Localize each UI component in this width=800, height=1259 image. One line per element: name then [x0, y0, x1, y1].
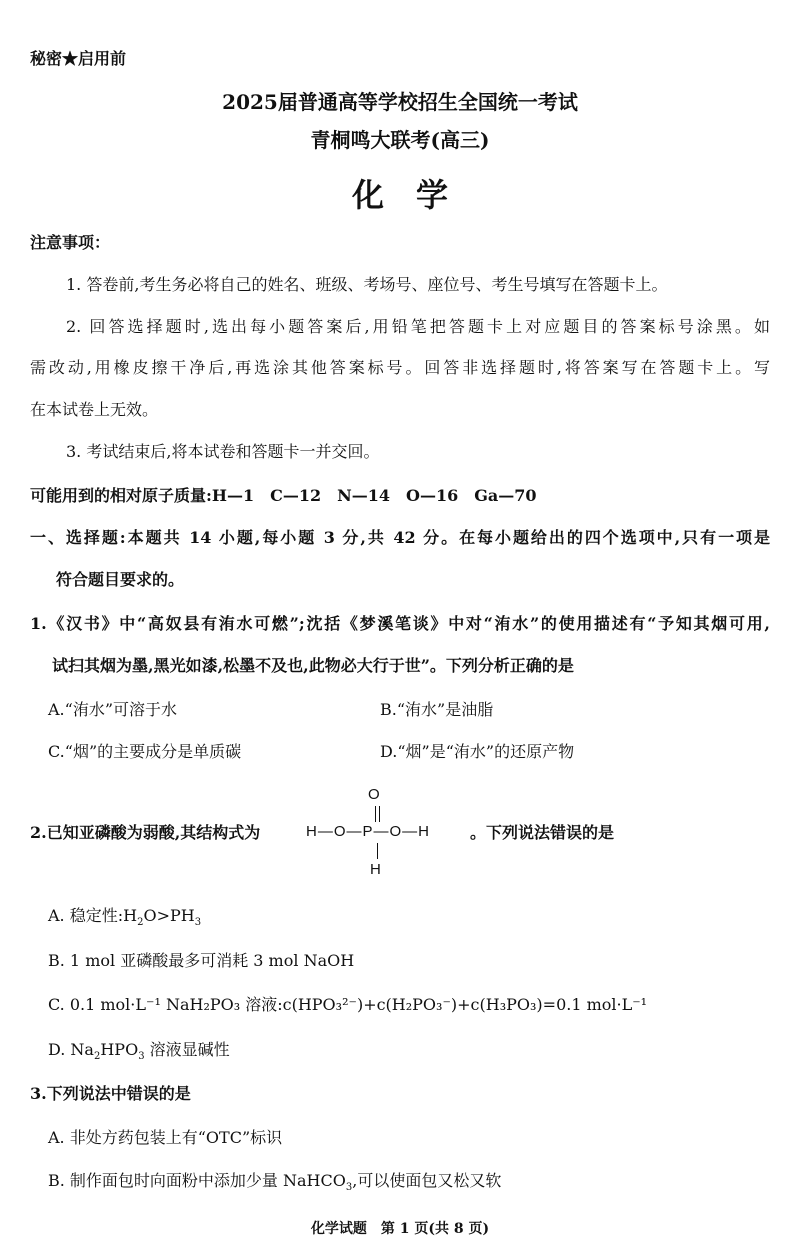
- exam-title: 2025届普通高等学校招生全国统一考试: [222, 90, 578, 114]
- question-2-stem-prefix: 2.已知亚磷酸为弱酸,其结构式为: [30, 823, 261, 842]
- notes-heading: 注意事项：: [30, 233, 111, 252]
- note-3: 3. 考试结束后,将本试卷和答题卡一并交回。: [66, 442, 380, 461]
- structure-double-bond-2: [379, 806, 380, 822]
- confidential-mark: 秘密★启用前: [30, 49, 127, 68]
- question-2-option-c: C. 0.1 mol·L⁻¹ NaH₂PO₃ 溶液:c(HPO₃²⁻)+c(H₂PO₃⁻)+c(H₃PO₃)=0.1 mol·L⁻¹: [48, 995, 648, 1014]
- structure-bottom-hydrogen: H: [370, 861, 381, 878]
- structure-main-chain: H—O—P—O—H: [306, 823, 431, 840]
- section-1-instruction-line-2: 符合题目要求的。: [56, 570, 185, 589]
- section-1-instruction-line-1: 一、选择题:本题共 14 小题,每小题 3 分,共 42 分。在每小题给出的四个选项中,只有一项是: [30, 528, 770, 547]
- note-1: 1. 答卷前,考生务必将自己的姓名、班级、考场号、座位号、考生号填写在答题卡上。: [66, 275, 668, 294]
- structure-double-bond-1: [375, 806, 376, 822]
- question-2-option-a: A. 稳定性$:H_2O>PH_3$: [48, 906, 202, 929]
- question-2-stem-suffix: 。下列说法错误的是: [470, 823, 615, 842]
- question-1-option-c: C.“烟”的主要成分是单质碳: [48, 742, 242, 761]
- note-2-line-2: 需改动,用橡皮擦干净后,再选涂其他答案标号。回答非选择题时,将答案写在答题卡上。写: [30, 358, 770, 377]
- question-3-option-a: A. 非处方药包装上有“OTC”标识: [48, 1128, 283, 1147]
- question-1-stem-line-1: 1.《汉书》中“高奴县有洧水可燃”;沈括《梦溪笔谈》中对“洧水”的使用描述有“予知其烟可用,: [30, 614, 770, 633]
- page-footer: 化学试题 第 1 页(共 8 页): [310, 1221, 490, 1237]
- question-1-option-d: D.“烟”是“洧水”的还原产物: [380, 742, 575, 761]
- question-1-option-a: A.“洧水”可溶于水: [48, 700, 178, 719]
- question-3-stem: 3.下列说法中错误的是: [30, 1084, 191, 1103]
- atomic-mass-line: 可能用到的相对原子质量:H—1 C—12 N—14 O—16 Ga—70: [30, 486, 537, 505]
- exam-subtitle: 青桐鸣大联考(高三): [310, 128, 490, 152]
- structure-top-oxygen: O: [368, 786, 380, 803]
- question-2-option-b: B. 1 mol 亚磷酸最多可消耗 3 mol NaOH: [48, 951, 355, 970]
- question-1-stem-line-2: 试扫其烟为墨,黑光如漆,松墨不及也,此物必大行于世”。下列分析正确的是: [52, 656, 574, 675]
- question-2-option-d: D. $Na_2HPO_3$ 溶液显碱性: [48, 1040, 230, 1063]
- question-2-stem: [30, 822, 260, 844]
- note-2-line-3: 在本试卷上无效。: [30, 400, 159, 419]
- note-2-line-1: 2. 回答选择题时,选出每小题答案后,用铅笔把答题卡上对应题目的答案标号涂黑。如: [66, 317, 770, 336]
- subject-title: 化 学: [351, 176, 448, 214]
- question-1-option-b: B.“洧水”是油脂: [380, 700, 494, 719]
- question-3-option-b: B. 制作面包时向面粉中添加少量 NaHCO$_3$,可以使面包又松又软: [48, 1171, 502, 1194]
- structure-single-bond: [377, 843, 378, 859]
